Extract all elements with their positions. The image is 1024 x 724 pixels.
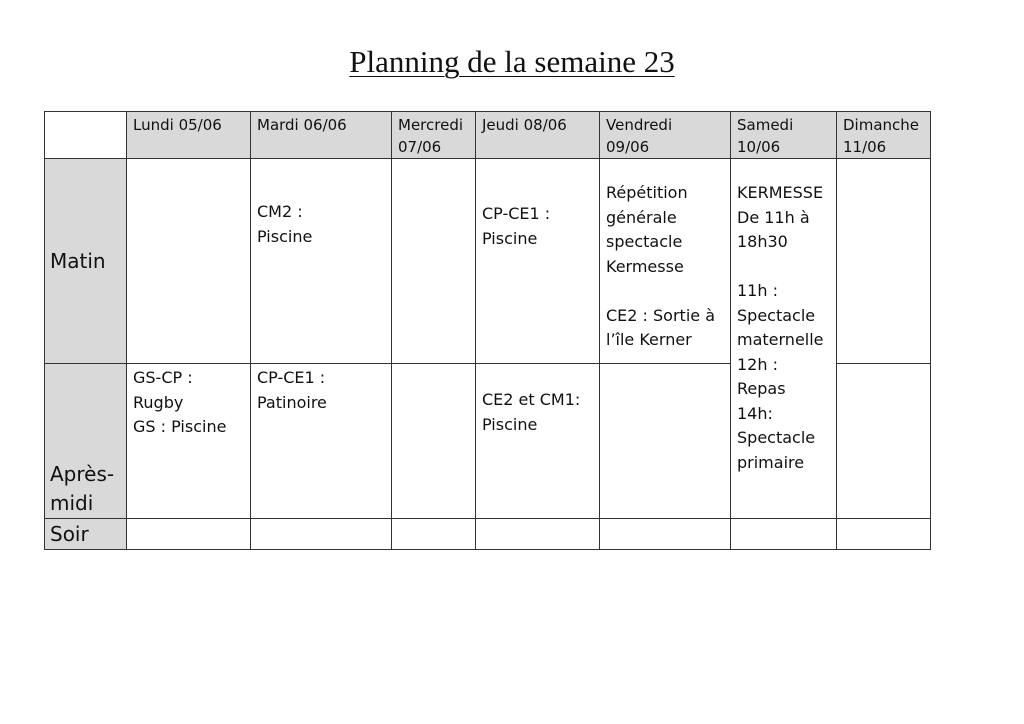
cell-mardi-apres-midi bbox=[251, 364, 392, 519]
corner-cell bbox=[45, 112, 127, 159]
day-header-vendredi-line1: Vendredi bbox=[606, 116, 673, 134]
cell-line: CE2 et CM1: bbox=[482, 390, 581, 409]
day-header-mardi bbox=[251, 112, 392, 159]
cell-dimanche-soir bbox=[837, 519, 931, 550]
cell-line: spectacle bbox=[606, 232, 683, 251]
row-label-matin bbox=[45, 159, 127, 364]
day-header-mercredi-line2: 07/06 bbox=[398, 138, 442, 156]
cell-line: Repas bbox=[737, 379, 786, 398]
cell-samedi-soir bbox=[731, 519, 837, 550]
cell-lundi-soir bbox=[127, 519, 251, 550]
cell-line: CM2 : bbox=[257, 202, 303, 221]
cell-jeudi-apres-midi bbox=[476, 364, 600, 519]
cell-line: Répétition bbox=[606, 183, 688, 202]
cell-line: Patinoire bbox=[257, 392, 327, 412]
cell-line: Rugby bbox=[133, 392, 184, 412]
cell-dimanche-apres-midi bbox=[837, 364, 931, 519]
day-header-mardi-text: Mardi 06/06 bbox=[257, 116, 347, 134]
day-header-jeudi-text: Jeudi 08/06 bbox=[482, 116, 567, 134]
cell-line: De 11h à bbox=[737, 207, 810, 227]
cell-line: primaire bbox=[737, 452, 805, 472]
day-header-vendredi-line2: 09/06 bbox=[606, 138, 650, 156]
cell-lundi-matin bbox=[127, 159, 251, 364]
day-header-lundi-text: Lundi 05/06 bbox=[133, 116, 222, 134]
cell-line: CP-CE1 : bbox=[257, 368, 326, 387]
day-header-dimanche-line2: 11/06 bbox=[843, 138, 887, 156]
day-header-dimanche bbox=[837, 112, 931, 159]
cell-jeudi-soir bbox=[476, 519, 600, 550]
cell-line: Kermesse bbox=[606, 256, 684, 276]
day-header-dimanche-line1: Dimanche bbox=[843, 116, 920, 134]
cell-mercredi-matin bbox=[392, 159, 476, 364]
cell-lundi-apres-midi bbox=[127, 364, 251, 519]
day-header-samedi-line2: 10/06 bbox=[737, 138, 781, 156]
page-title-text: Planning de la semaine 23 bbox=[349, 44, 675, 79]
cell-jeudi-matin bbox=[476, 159, 600, 364]
header-row bbox=[45, 112, 931, 159]
day-header-jeudi bbox=[476, 112, 600, 159]
cell-line: 14h: bbox=[737, 403, 773, 423]
matin-row bbox=[45, 159, 931, 364]
soir-row bbox=[45, 519, 931, 550]
cell-mardi-matin bbox=[251, 159, 392, 364]
cell-mardi-soir bbox=[251, 519, 392, 550]
row-label-soir-text: Soir bbox=[50, 521, 89, 546]
cell-line: l’île Kerner bbox=[606, 330, 692, 349]
cell-line: Piscine bbox=[257, 226, 313, 246]
page-title bbox=[0, 44, 1024, 80]
cell-line: GS : Piscine bbox=[133, 417, 227, 436]
cell-line: Spectacle bbox=[737, 305, 816, 325]
cell-line: 11h : bbox=[737, 281, 778, 300]
row-label-apres-midi bbox=[45, 364, 127, 519]
day-header-vendredi bbox=[600, 112, 731, 159]
cell-line: KERMESSE bbox=[737, 183, 824, 202]
day-header-samedi-line1: Samedi bbox=[737, 116, 794, 134]
cell-line: 12h : bbox=[737, 354, 778, 374]
row-label-apres-midi-line1: Après- bbox=[50, 462, 115, 486]
day-header-lundi bbox=[127, 112, 251, 159]
schedule-table bbox=[44, 111, 931, 550]
row-label-soir bbox=[45, 519, 127, 550]
cell-line: 18h30 bbox=[737, 232, 788, 251]
row-label-apres-midi-line2: midi bbox=[50, 491, 94, 515]
cell-line: maternelle bbox=[737, 330, 824, 349]
cell-samedi-journee bbox=[731, 159, 837, 519]
cell-line: Spectacle bbox=[737, 428, 816, 447]
cell-blank-line bbox=[737, 255, 830, 280]
cell-dimanche-matin bbox=[837, 159, 931, 364]
cell-line: CP-CE1 : bbox=[482, 204, 551, 223]
day-header-mercredi bbox=[392, 112, 476, 159]
day-header-samedi bbox=[731, 112, 837, 159]
day-header-mercredi-line1: Mercredi bbox=[398, 116, 464, 134]
cell-blank-line bbox=[606, 279, 724, 304]
cell-vendredi-soir bbox=[600, 519, 731, 550]
cell-line: CE2 : Sortie à bbox=[606, 305, 715, 325]
cell-mercredi-apres-midi bbox=[392, 364, 476, 519]
cell-line: Piscine bbox=[482, 414, 538, 434]
cell-vendredi-matin bbox=[600, 159, 731, 364]
cell-vendredi-apres-midi bbox=[600, 364, 731, 519]
row-label-matin-text: Matin bbox=[50, 248, 106, 273]
cell-line: générale bbox=[606, 207, 677, 227]
cell-mercredi-soir bbox=[392, 519, 476, 550]
cell-line: Piscine bbox=[482, 228, 538, 248]
cell-line: GS-CP : bbox=[133, 368, 193, 387]
